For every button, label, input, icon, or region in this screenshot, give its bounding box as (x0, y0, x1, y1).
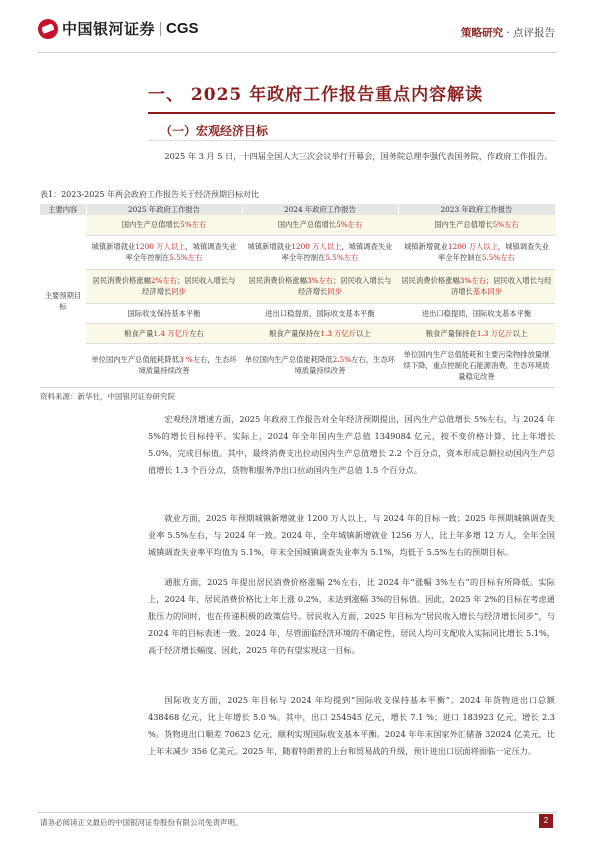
footer-divider (38, 812, 557, 813)
table-cell: 进出口稳提质，国际收支基本平衡 (398, 303, 555, 323)
footer-disclaimer: 请务必阅读正文最后的中国银河证券股份有限公司免责声明。 (40, 818, 243, 827)
report-type (461, 25, 555, 40)
subsection-title: （一）宏观经济目标 (160, 124, 269, 138)
logo-icon (38, 19, 58, 39)
table-cell: 城镇新增就业1200 万人以上，城镇调查失业率全年控制在5.5%左右 (86, 235, 242, 269)
section-title: 一、 2025 年政府工作报告重点内容解读 (148, 85, 484, 105)
table-caption: 表1：2023-2025 年两会政府工作报告关于经济预期目标对比 (40, 190, 260, 199)
table-header-cell: 2025 年政府工作报告 (86, 204, 242, 215)
report-category: 策略研究 (460, 27, 503, 39)
table-header-cell: 主要内容 (40, 204, 86, 215)
table-cell: 国内生产总值增长5%左右 (86, 215, 242, 235)
table-row (40, 215, 555, 235)
table-cell: 城镇新增就业1200 万人以上，城镇调查失业率全年控制在5.5%左右 (398, 235, 555, 269)
row-group-label: 主要预期目标 (40, 215, 86, 387)
table-cell: 粮食产量保持在1.3 万亿斤以上 (242, 323, 398, 343)
table-header-row (40, 204, 555, 215)
table-cell: 国际收支保持基本平衡 (86, 303, 242, 323)
report-subcategory: 点评报告 (513, 27, 555, 39)
body-paragraph-balance: 国际收支方面，2025 年目标与 2024 年均提到“国际收支保持基本平衡”。2024 年货物进出口总额 438468 亿元，比上年增长 5.0 %。其中，出口 254545 亿元，增长 7.1 %；进口 183923 亿元，增长 2.3 %。货物进出口顺差 70623 亿元，顺利实现国际收支基本平衡。2024 年年末国家外汇储备 32024 亿美元，比上年末减少 356 亿美元。2025 年，随着特朗普的上台和贸易战的升级，预计进出口层面将面临一定压力。 (148, 695, 555, 756)
table-row (40, 343, 555, 387)
table-cell: 粮食产量保持在1.3 万亿斤以上 (398, 323, 555, 343)
section-rule (148, 112, 555, 114)
table-row (40, 323, 555, 343)
table-cell: 居民消费价格涨幅2%左右；居民收入增长与经济增长同步 (86, 269, 242, 303)
logo-en-text: CGS (166, 20, 199, 37)
table-row (40, 235, 555, 269)
table-cell: 国内生产总值增长5%左右 (398, 215, 555, 235)
logo-divider (160, 22, 161, 36)
table-row (40, 269, 555, 303)
company-logo (38, 18, 199, 39)
table-cell: 国内生产总值增长5%左右 (242, 215, 398, 235)
table-cell: 粮食产量1.4 万亿斤左右 (86, 323, 242, 343)
subsection-rule (148, 140, 555, 141)
body-paragraph-employment: 就业方面，2025 年预期城镇新增就业 1200 万人以上，与 2024 年的目标一致；2025 年预期城镇调查失业率 5.5%左右，与 2024 年一致。2024 年，全年城镇新增就业 1256 万人，比上年多增 12 万人，全年全国城镇调查失业率平均值为 5.1%，年末全国城镇调查失业率为 5.1%，均低于 5.5%左右的预期目标。 (148, 513, 555, 557)
intro-paragraph: 2025 年 3 月 5 日，十四届全国人大三次会议举行开幕会，国务院总理李强代表国务院，作政府工作报告。 (164, 151, 553, 161)
table-header-cell: 2023 年政府工作报告 (398, 204, 555, 215)
table-header-cell: 2024 年政府工作报告 (242, 204, 398, 215)
header-divider (38, 52, 557, 53)
logo-cn-text: 中国银河证券 (62, 20, 156, 38)
table-cell: 单位国内生产总值能耗降低3 %左右，生态环境质量持续改善 (86, 343, 242, 387)
table-cell: 单位国内生产总值能耗和主要污染物排放量继续下降，重点控制化石能源消费，生态环境质量稳定改善 (398, 343, 555, 387)
targets-table (40, 204, 556, 388)
table-cell: 城镇新增就业1200 万人以上，城镇调查失业率全年控制在5.5%左右 (242, 235, 398, 269)
table-cell: 进出口稳提质，国际收支基本平衡 (242, 303, 398, 323)
table-row (40, 303, 555, 323)
table-source: 资料来源：新华社，中国银河证券研究院 (40, 392, 175, 401)
page-header (0, 0, 595, 62)
body-paragraph-growth: 宏观经济增速方面，2025 年政府工作报告对全年经济预期提出，国内生产总值增长 5%左右，与 2024 年 5%的增长目标持平。实际上，2024 年全年国内生产总值 1349084 亿元，按不变价格计算，比上年增长 5.0%，完成目标值。其中，最终消费支出拉动国内生产总值增长 2.2 个百分点，资本形成总额拉动国内生产总值增长 1.3 个百分点，货物和服务净出口拉动国内生产总值 1.5 个百分点。 (148, 414, 555, 475)
table-cell: 居民消费价格涨幅3%左右；居民收入增长与经济增长基本同步 (398, 269, 555, 303)
table-cell: 居民消费价格涨幅3%左右；居民收入增长与经济增长同步 (242, 269, 398, 303)
body-paragraph-inflation: 通胀方面，2025 年提出居民消费价格涨幅 2%左右，比 2024 年“涨幅 3%左右”的目标有所降低。实际上，2024 年，居民消费价格比上年上涨 0.2%，未达到涨幅 3%的目标值。因此，2025 年 2%的目标在考虑通胀压力的同时，也在传递积极的政策信号。居民收入方面，2025 年目标为“居民收入增长与经济增长同步”，与 2024 年的目标表述一致。2024 年，尽管面临经济环境的不确定性，居民人均可支配收入实际同比增长 5.1%，高于经济增长幅度。因此，2025 年仍有望实现这一目标。 (148, 577, 555, 655)
page-number: 2 (539, 814, 553, 828)
report-type-separator: · (506, 27, 510, 39)
table-cell: 单位国内生产总值能耗降低2.5%左右，生态环境质量持续改善 (242, 343, 398, 387)
